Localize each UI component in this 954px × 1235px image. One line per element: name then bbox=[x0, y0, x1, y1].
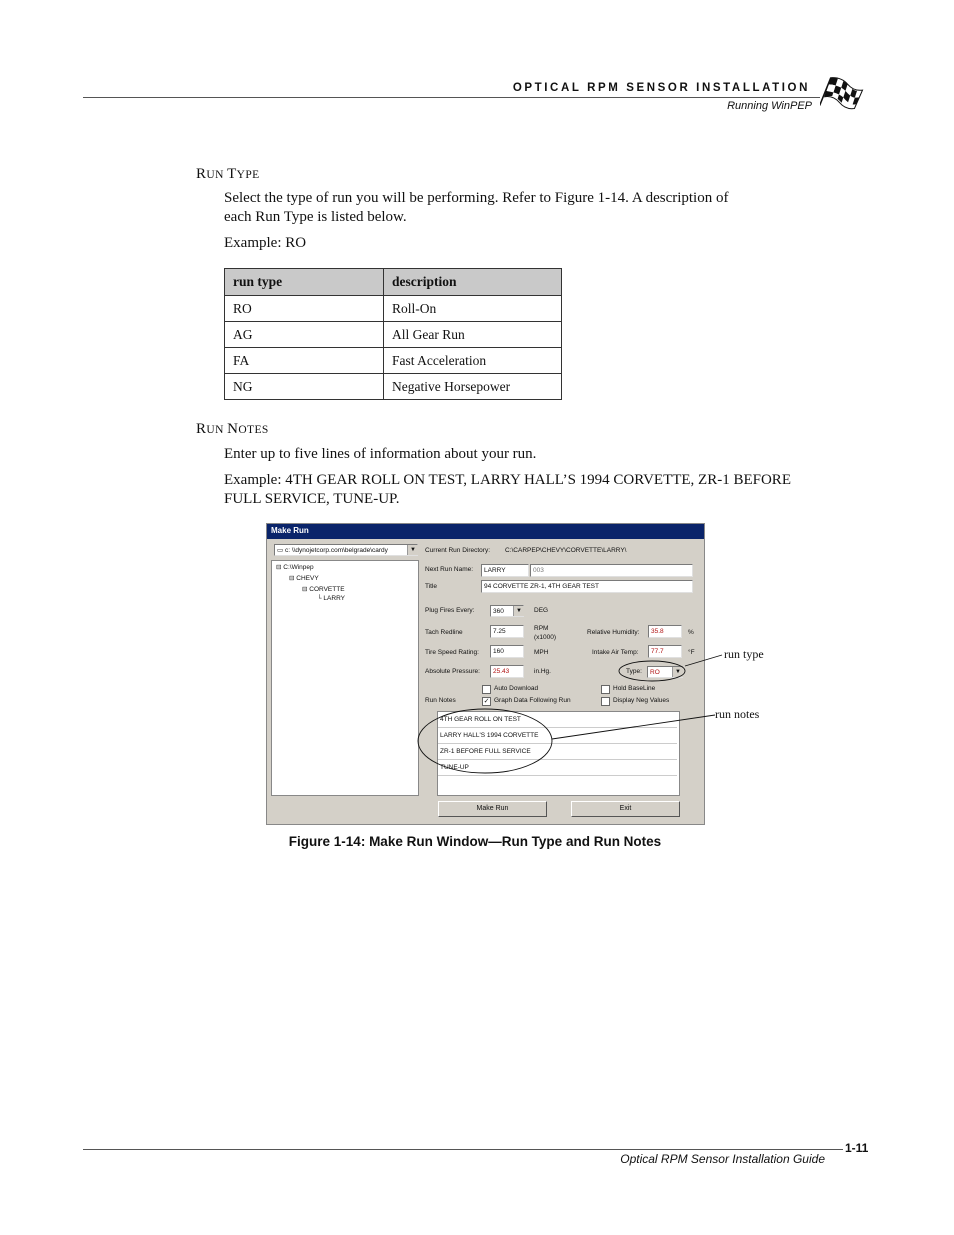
title-input[interactable]: 94 CORVETTE ZR-1, 4TH GEAR TEST bbox=[481, 580, 693, 593]
chevron-down-icon[interactable]: ▼ bbox=[672, 667, 683, 677]
run-type-description: Select the type of run you will be performing. Refer to Figure 1-14. A description of each Run Type is listed below. bbox=[224, 190, 729, 225]
humidity-label: Relative Humidity: bbox=[587, 629, 640, 636]
plug-fires-unit: DEG bbox=[534, 607, 549, 614]
column-header: run type bbox=[225, 269, 384, 296]
tree-node-winpep[interactable]: ⊟ C:\Winpep bbox=[276, 564, 314, 571]
intake-temp-label: Intake Air Temp: bbox=[592, 649, 639, 656]
chevron-down-icon[interactable]: ▼ bbox=[513, 606, 524, 616]
pressure-unit: in.Hg. bbox=[534, 668, 551, 675]
footer-guide-title: Optical RPM Sensor Installation Guide bbox=[620, 1152, 825, 1166]
hold-baseline-label: Hold BaseLine bbox=[613, 685, 656, 692]
run-type-leader-line bbox=[685, 655, 722, 666]
tree-node-larry[interactable]: └ LARRY bbox=[317, 595, 345, 602]
window-title: Make Run bbox=[271, 526, 309, 535]
intake-temp-input[interactable]: 77.7 bbox=[648, 645, 682, 658]
chevron-down-icon[interactable]: ▼ bbox=[407, 545, 418, 555]
table-cell: Roll-On bbox=[384, 296, 562, 322]
tach-redline-label: Tach Redline bbox=[425, 629, 463, 636]
next-run-number-input[interactable]: 003 bbox=[530, 564, 693, 577]
run-note-line-2[interactable]: LARRY HALL'S 1994 CORVETTE bbox=[438, 728, 677, 744]
running-header-title: OPTICAL RPM SENSOR INSTALLATION bbox=[512, 82, 810, 94]
tire-speed-label: Tire Speed Rating: bbox=[425, 649, 479, 656]
exit-button[interactable]: Exit bbox=[571, 801, 680, 817]
current-dir-label: Current Run Directory: bbox=[425, 547, 491, 554]
column-header: description bbox=[384, 269, 562, 296]
run-notes-example: Example: 4TH GEAR ROLL ON TEST, LARRY HALL’S 1994 CORVETTE, ZR-1 BEFORE FULL SERVICE, TUNE-UP. bbox=[224, 472, 791, 507]
footer-rule bbox=[83, 1149, 843, 1150]
next-run-label: Next Run Name: bbox=[425, 566, 474, 573]
running-header-subtitle: Running WinPEP bbox=[727, 100, 812, 112]
table-cell: Fast Acceleration bbox=[384, 348, 562, 374]
table-cell: FA bbox=[225, 348, 384, 374]
pressure-input[interactable]: 25.43 bbox=[490, 665, 524, 678]
page-number: 1-11 bbox=[845, 1141, 869, 1155]
table-cell: Negative Horsepower bbox=[384, 374, 562, 400]
make-run-button[interactable]: Make Run bbox=[438, 801, 547, 817]
run-note-line-4[interactable]: TUNE-UP bbox=[438, 760, 677, 776]
tach-unit-rpm: RPM bbox=[534, 625, 549, 632]
run-note-line-1[interactable]: 4TH GEAR ROLL ON TEST bbox=[438, 712, 677, 728]
run-notes-leader-line bbox=[552, 715, 715, 739]
drive-icon: ▭ bbox=[277, 547, 285, 554]
plug-fires-select[interactable]: 360 bbox=[490, 605, 524, 617]
table-cell: NG bbox=[225, 374, 384, 400]
plug-fires-label: Plug Fires Every: bbox=[425, 607, 475, 614]
run-notes-label: Run Notes bbox=[425, 697, 456, 704]
table-cell: RO bbox=[225, 296, 384, 322]
figure-caption: Figure 1-14: Make Run Window—Run Type and Run Notes bbox=[288, 834, 662, 849]
run-type-highlight-ellipse bbox=[619, 661, 685, 681]
run-type-heading: RUN TYPE bbox=[196, 166, 260, 182]
intake-temp-unit: °F bbox=[688, 649, 695, 656]
run-notes-callout-label: run notes bbox=[715, 707, 760, 721]
humidity-input[interactable]: 35.8 bbox=[648, 625, 682, 638]
table-cell: AG bbox=[225, 322, 384, 348]
drive-select[interactable]: ▭ c: \\dynojetcorp.com\belgrade\cardy bbox=[274, 544, 418, 556]
display-neg-label: Display Neg Values bbox=[613, 697, 670, 704]
run-notes-description: Enter up to five lines of information about your run. bbox=[224, 446, 537, 462]
graph-data-label: Graph Data Following Run bbox=[494, 697, 571, 704]
tach-redline-input[interactable]: 7.25 bbox=[490, 625, 524, 638]
table-cell: All Gear Run bbox=[384, 322, 562, 348]
humidity-unit: % bbox=[688, 629, 694, 636]
tach-unit-multiplier: (x1000) bbox=[534, 634, 557, 641]
run-note-line-3[interactable]: ZR-1 BEFORE FULL SERVICE bbox=[438, 744, 677, 760]
type-label: Type: bbox=[626, 668, 642, 675]
tree-node-corvette[interactable]: ⊟ CORVETTE bbox=[302, 586, 345, 593]
next-run-name-input[interactable]: LARRY bbox=[481, 564, 529, 577]
run-type-callout-label: run type bbox=[724, 647, 764, 661]
tire-speed-input[interactable]: 160 bbox=[490, 645, 524, 658]
type-select[interactable]: RO bbox=[647, 666, 683, 678]
tire-speed-unit: MPH bbox=[534, 649, 549, 656]
run-type-example: Example: RO bbox=[224, 235, 307, 251]
run-notes-highlight-ellipse bbox=[418, 709, 552, 773]
graph-data-checkbox[interactable]: ✓ bbox=[483, 697, 490, 705]
pressure-label: Absolute Pressure: bbox=[425, 668, 480, 675]
title-label: Title bbox=[425, 583, 438, 590]
auto-download-label: Auto Download bbox=[494, 685, 539, 692]
current-dir-value: C:\CARPEP\CHEVY\CORVETTE\LARRY\ bbox=[505, 547, 627, 554]
run-notes-heading: RUN NOTES bbox=[196, 421, 269, 437]
tree-node-chevy[interactable]: ⊟ CHEVY bbox=[289, 575, 319, 582]
